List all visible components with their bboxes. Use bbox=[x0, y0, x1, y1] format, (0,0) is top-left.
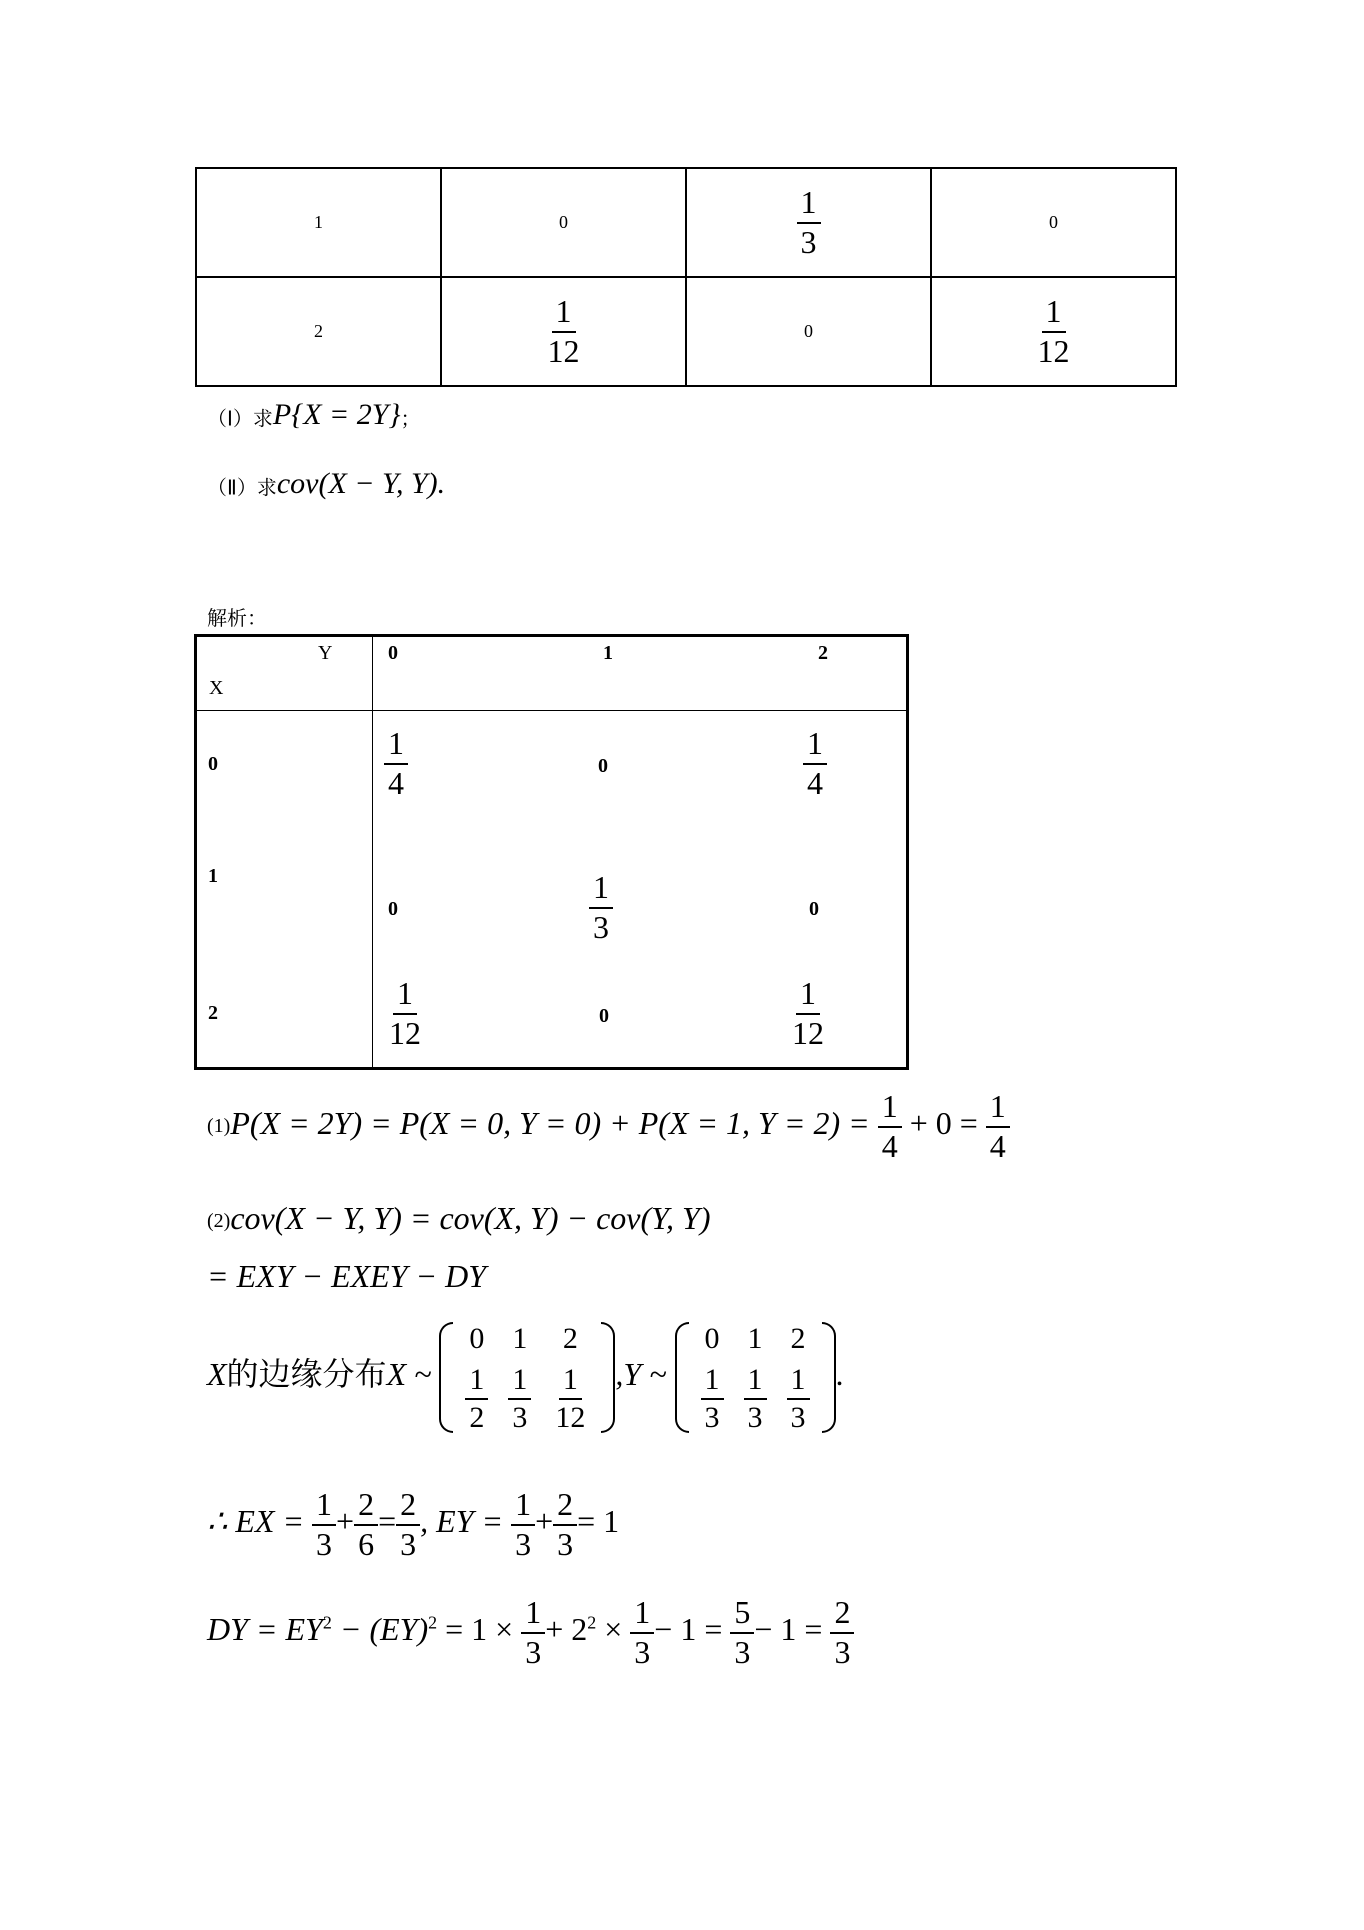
table-cell: 0 bbox=[599, 1005, 609, 1027]
table-cell: 0 bbox=[388, 898, 398, 920]
fraction: $\frac{2}{3}$ bbox=[830, 1596, 854, 1669]
table-cell: 0 bbox=[441, 168, 686, 277]
fraction: $\frac{2}{3}$ bbox=[553, 1488, 577, 1561]
table-cell bbox=[788, 977, 828, 1050]
fraction: $\frac{1}{3}$ bbox=[701, 1364, 724, 1433]
solution-line-3: = EXY − EXEY − DY bbox=[207, 1258, 487, 1294]
joint-distribution-table-top bbox=[195, 167, 1177, 387]
fraction: $\frac{2}{6}$ bbox=[354, 1488, 378, 1561]
analysis-label: 解析： bbox=[207, 606, 267, 630]
column-header: 2 bbox=[818, 642, 828, 664]
fraction: $\frac{1}{4}$ bbox=[803, 727, 827, 800]
fraction: $\frac{1}{3}$ bbox=[787, 1364, 810, 1433]
matrix-y: 0 1 2 $\frac{1}{3}$ $\frac{1}{3}$ $\frac{1}{3}$ bbox=[675, 1318, 836, 1437]
column-header: 1 bbox=[603, 642, 613, 664]
row-label: 1 bbox=[208, 865, 218, 887]
fraction: $\frac{1}{2}$ bbox=[465, 1364, 488, 1433]
fraction: $\frac{1}{4}$ bbox=[878, 1090, 902, 1163]
table-row bbox=[196, 168, 1176, 277]
matrix-x: 0 1 2 $\frac{1}{2}$ $\frac{1}{3}$ $\frac{1}{12}$ bbox=[439, 1318, 615, 1437]
fraction: $\frac{1}{3}$ bbox=[797, 186, 821, 259]
row-label: 2 bbox=[208, 1002, 218, 1024]
table-cell: 1 bbox=[196, 168, 441, 277]
question-2: （Ⅱ）求cov(X − Y, Y). bbox=[207, 467, 446, 500]
solution-line-6: DY = $EY^2 - (EY)^2 = 1$ × $\frac{1}{3}$ + $2^2$ × $\frac{1}{3}$ − 1 = $\frac{5}{3}$ − 1 = $\frac{2}{3}$ bbox=[207, 1596, 854, 1669]
table-cell: 0 bbox=[931, 168, 1176, 277]
solution-line-1: (1)P(X = 2Y) = P(X = 0, Y = 0) + P(X = 1, Y = 2) = $\frac{1}{4}$ + 0 = $\frac{1}{4}$ bbox=[207, 1090, 1010, 1163]
table-cell: 0 bbox=[598, 755, 608, 777]
fraction: $\frac{1}{4}$ bbox=[986, 1090, 1010, 1163]
fraction: $\frac{1}{3}$ bbox=[312, 1488, 336, 1561]
table-cell bbox=[803, 727, 827, 800]
joint-distribution-table-analysis bbox=[194, 634, 909, 1070]
divider bbox=[372, 637, 373, 1067]
solution-line-4: X的边缘分布X ~ 0 1 2 $\frac{1}{2}$ $\frac{1}{3}$ $\frac{1}{12}$ ,Y ~ 0 1 2 $\frac{1}{3}$ $\frac{1}{3}$ $\frac{1}{3}$ . bbox=[207, 1318, 844, 1437]
table-cell bbox=[589, 871, 613, 944]
table-cell bbox=[931, 277, 1176, 386]
fraction: $\frac{5}{3}$ bbox=[730, 1596, 754, 1669]
table-cell bbox=[384, 727, 408, 800]
fraction: $\frac{1}{4}$ bbox=[384, 727, 408, 800]
row-label: 0 bbox=[208, 753, 218, 775]
table-cell: 0 bbox=[809, 898, 819, 920]
table-row bbox=[196, 277, 1176, 386]
solution-line-2: (2)cov(X − Y, Y) = cov(X, Y) − cov(Y, Y) bbox=[207, 1200, 711, 1236]
fraction: $\frac{1}{3}$ bbox=[630, 1596, 654, 1669]
fraction: $\frac{1}{3}$ bbox=[521, 1596, 545, 1669]
column-header: 0 bbox=[388, 642, 398, 664]
fraction: $\frac{1}{3}$ bbox=[508, 1364, 531, 1433]
solution-line-5: ∴ EX = $\frac{1}{3}$ + $\frac{2}{6}$ = $\frac{2}{3}$ , EY = $\frac{1}{3}$ + $\frac{2}{3}$ = 1 bbox=[207, 1486, 620, 1562]
table-cell bbox=[385, 977, 425, 1050]
fraction: $\frac{1}{12}$ bbox=[547, 292, 580, 369]
fraction: $\frac{1}{12}$ bbox=[792, 975, 824, 1051]
fraction: $\frac{1}{12}$ bbox=[389, 975, 421, 1051]
table-cell bbox=[441, 277, 686, 386]
fraction: $\frac{2}{3}$ bbox=[396, 1488, 420, 1561]
fraction: $\frac{1}{3}$ bbox=[744, 1364, 767, 1433]
question-1: （Ⅰ）求P{X = 2Y}； bbox=[207, 398, 421, 431]
table-cell: 2 bbox=[196, 277, 441, 386]
fraction: $\frac{1}{3}$ bbox=[511, 1488, 535, 1561]
table-cell bbox=[686, 168, 931, 277]
divider bbox=[197, 710, 906, 711]
fraction: $\frac{1}{3}$ bbox=[589, 871, 613, 944]
x-header: X bbox=[209, 677, 224, 699]
fraction: $\frac{1}{12}$ bbox=[1037, 292, 1070, 369]
y-header: Y bbox=[318, 642, 333, 664]
fraction: $\frac{1}{12}$ bbox=[555, 1363, 586, 1434]
table-cell: 0 bbox=[686, 277, 931, 386]
